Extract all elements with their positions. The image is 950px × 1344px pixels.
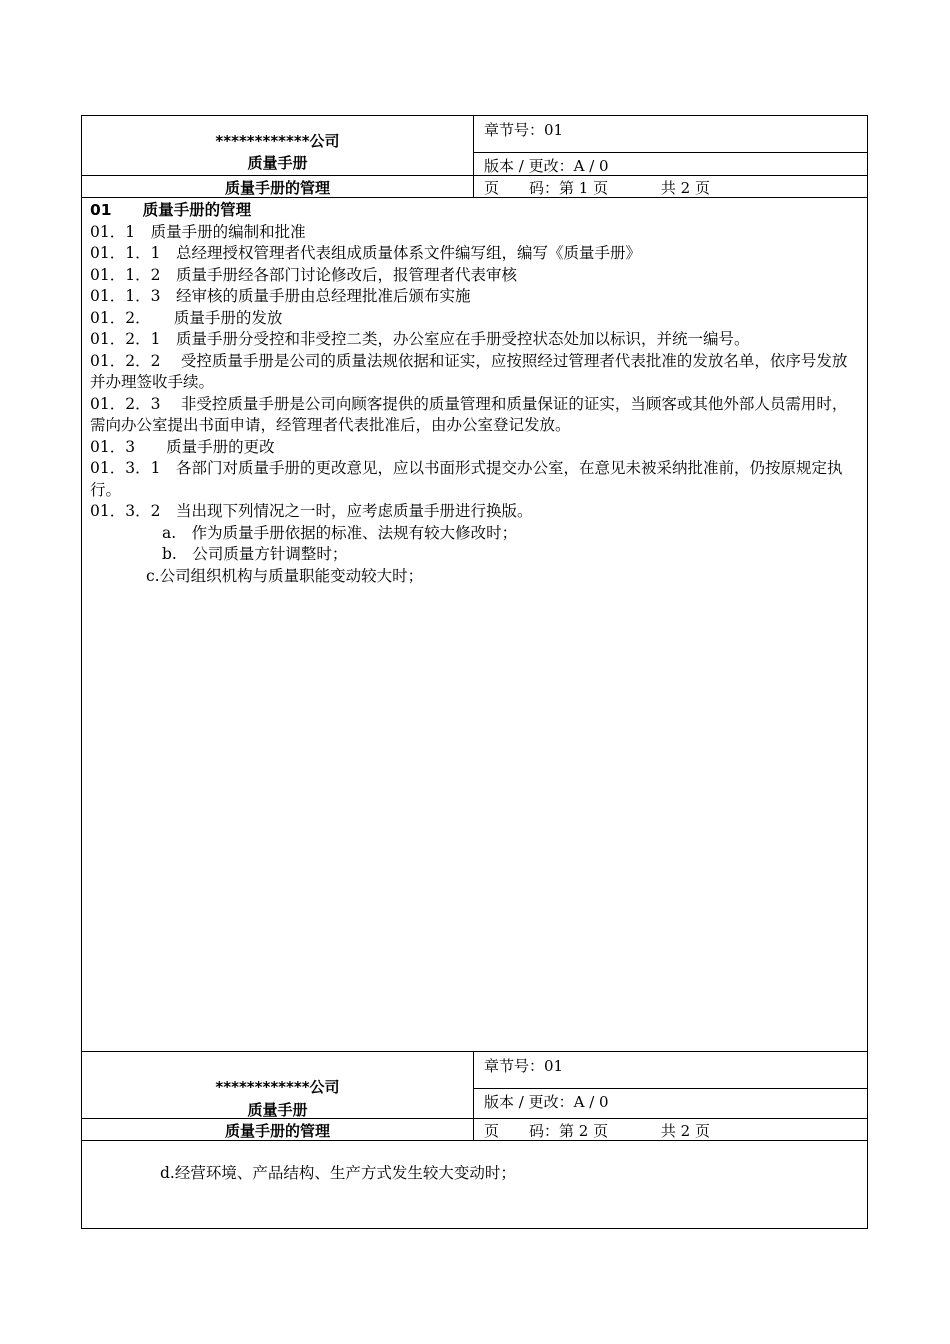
page-label: 页 码：第 1 页 xyxy=(484,179,609,197)
document-page-2 xyxy=(81,1051,868,1229)
chapter-number: 章节号：01 xyxy=(484,121,564,139)
content-line: 01．2．2 受控质量手册是公司的质量法规依据和证实，应按照经过管理者代表批准的发放名单，依序号发放并办理签收手续。 xyxy=(90,351,848,391)
content-line: 01．1．1 总经理授权管理者代表组成质量体系文件编写组，编写《质量手册》 xyxy=(90,244,641,262)
section-title-text: 质量手册的管理 xyxy=(224,1122,330,1140)
total-pages: 共 2 页 xyxy=(660,179,710,197)
content-line: 01．2．1 质量手册分受控和非受控二类，办公室应在手册受控状态处加以标识，并统一编号。 xyxy=(90,330,750,348)
content-line: 01．1．3 经审核的质量手册由总经理批准后颁布实施 xyxy=(90,287,471,305)
page-number-field xyxy=(474,1120,867,1141)
list-item-a: a. 作为质量手册依据的标准、法规有较大修改时； xyxy=(162,523,518,542)
content-line: 01．2． 质量手册的发放 xyxy=(90,308,283,327)
list-item-d: d.经营环境、产品结构、生产方式发生较大变动时； xyxy=(160,1164,516,1182)
header-company-block xyxy=(82,1052,474,1118)
content-line: 01．3．1 各部门对质量手册的更改意见，应以书面形式提交办公室，在意见未被采纳批准前，仍按原规定执行。 xyxy=(90,459,843,499)
list-item-c: c.公司组织机构与质量职能变动较大时； xyxy=(146,566,424,585)
header-section-title xyxy=(82,1118,474,1140)
chapter-number: 章节号：01 xyxy=(484,1057,564,1075)
content-line: 01．3．2 当出现下列情况之一时，应考虑质量手册进行换版。 xyxy=(90,502,533,520)
version-field: 版本 / 更改：A / 0 xyxy=(484,1093,609,1111)
manual-title: 质量手册 xyxy=(247,154,308,172)
version-field: 版本 / 更改：A / 0 xyxy=(484,157,609,175)
content-heading: 01 质量手册的管理 xyxy=(90,201,252,219)
page-content xyxy=(90,200,859,587)
page-content xyxy=(90,1163,859,1185)
content-line: 01．1 质量手册的编制和批准 xyxy=(90,222,306,241)
content-line: 01．2．3 非受控质量手册是公司向顾客提供的质量管理和质量保证的证实，当顾客或其他外部人员需用时，需向办公室提出书面申请，经管理者代表批准后，由办公室登记发放。 xyxy=(90,394,848,434)
company-name: ************公司 xyxy=(215,1078,340,1096)
header-section-title xyxy=(82,175,474,197)
content-line: 01．3 质量手册的更改 xyxy=(90,437,275,456)
list-item-b: b. 公司质量方针调整时； xyxy=(162,545,348,563)
header-company-block xyxy=(82,116,474,175)
total-pages: 共 2 页 xyxy=(660,1122,710,1140)
document-page-1 xyxy=(81,115,868,1052)
page-number-field xyxy=(474,177,867,198)
section-title-text: 质量手册的管理 xyxy=(224,179,330,197)
company-name: ************公司 xyxy=(215,132,340,150)
manual-title: 质量手册 xyxy=(247,1101,308,1119)
content-line: 01．1．2 质量手册经各部门讨论修改后，报管理者代表审核 xyxy=(90,265,517,284)
page-label: 页 码：第 2 页 xyxy=(484,1122,609,1140)
